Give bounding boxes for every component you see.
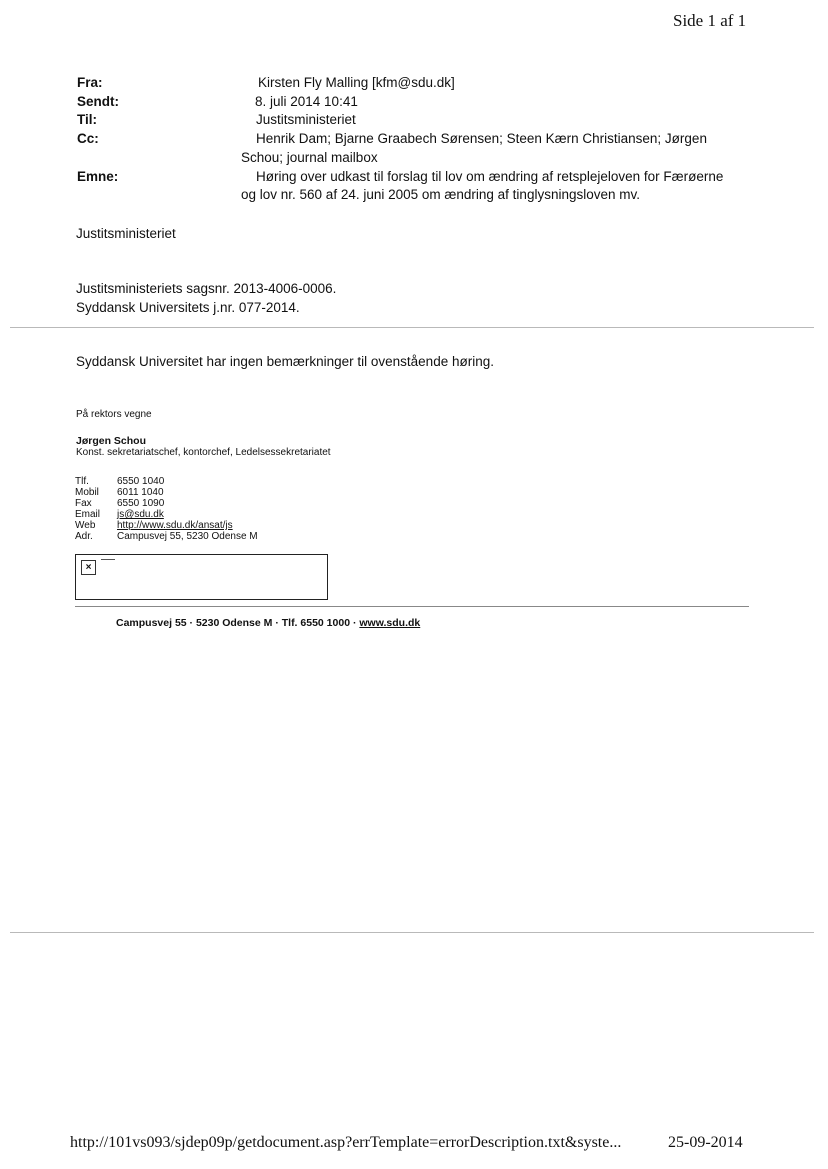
page-divider (10, 932, 814, 933)
footer-address (116, 617, 420, 629)
contact-label-web: Web (75, 520, 96, 531)
sent-value: 8. juli 2014 10:41 (255, 94, 358, 109)
sdu-case-number: Syddansk Universitets j.nr. 077-2014. (76, 300, 300, 315)
email-link[interactable]: js@sdu.dk (117, 509, 164, 520)
divider (10, 327, 814, 328)
from-label: Fra: (77, 75, 103, 90)
broken-image-frame (75, 554, 328, 600)
print-date: 25-09-2014 (668, 1134, 743, 1151)
contact-value-address: Campusvej 55, 5230 Odense M (117, 531, 258, 542)
signature-name: Jørgen Schou (76, 435, 147, 447)
contact-label-address: Adr. (75, 531, 93, 542)
contact-value-mobile: 6011 1040 (117, 487, 164, 498)
web-link[interactable]: http://www.sdu.dk/ansat/js (117, 520, 233, 531)
broken-image-icon: × (81, 560, 96, 575)
contact-label-phone: Tlf. (75, 476, 89, 487)
sent-label: Sendt: (77, 94, 119, 109)
message-text: Syddansk Universitet har ingen bemærkninger til ovenstående høring. (76, 354, 494, 369)
contact-value-phone: 6550 1040 (117, 476, 165, 487)
contact-label-mobile: Mobil (75, 487, 99, 498)
print-url: http://101vs093/sjdep09p/getdocument.asp?errTemplate=errorDescription.txt&syste... (70, 1134, 622, 1151)
subject-value-line2: og lov nr. 560 af 24. juni 2005 om ændring af tinglysningsloven mv. (241, 187, 640, 202)
contact-label-email: Email (75, 509, 101, 520)
subject-label: Emne: (77, 169, 119, 184)
signature-divider (75, 606, 749, 607)
on-behalf-text: På rektors vegne (76, 409, 152, 420)
ministry-case-number: Justitsministeriets sagsnr. 2013-4006-0006. (76, 281, 337, 296)
subject-value-line1: Høring over udkast til forslag til lov om ændring af retsplejeloven for Færøerne (256, 169, 724, 184)
cc-value-line2: Schou; journal mailbox (241, 150, 378, 165)
contact-label-fax: Fax (75, 498, 92, 509)
cc-label: Cc: (77, 131, 99, 146)
footer-address-text: Campusvej 55 · 5230 Odense M · Tlf. 6550 1000 · (116, 617, 360, 629)
signature-title: Konst. sekretariatschef, kontorchef, Ledelsessekretariatet (76, 447, 331, 458)
footer-website-link[interactable]: www.sdu.dk (359, 617, 421, 629)
contact-value-fax: 6550 1090 (117, 498, 165, 509)
page-number: Side 1 af 1 (673, 11, 747, 30)
to-value: Justitsministeriet (256, 112, 356, 127)
from-value: Kirsten Fly Malling [kfm@sdu.dk] (258, 75, 455, 90)
broken-image-caption-mark (101, 559, 115, 560)
recipient-line: Justitsministeriet (76, 226, 176, 241)
to-label: Til: (77, 112, 97, 127)
cc-value-line1: Henrik Dam; Bjarne Graabech Sørensen; Steen Kærn Christiansen; Jørgen (256, 131, 707, 146)
